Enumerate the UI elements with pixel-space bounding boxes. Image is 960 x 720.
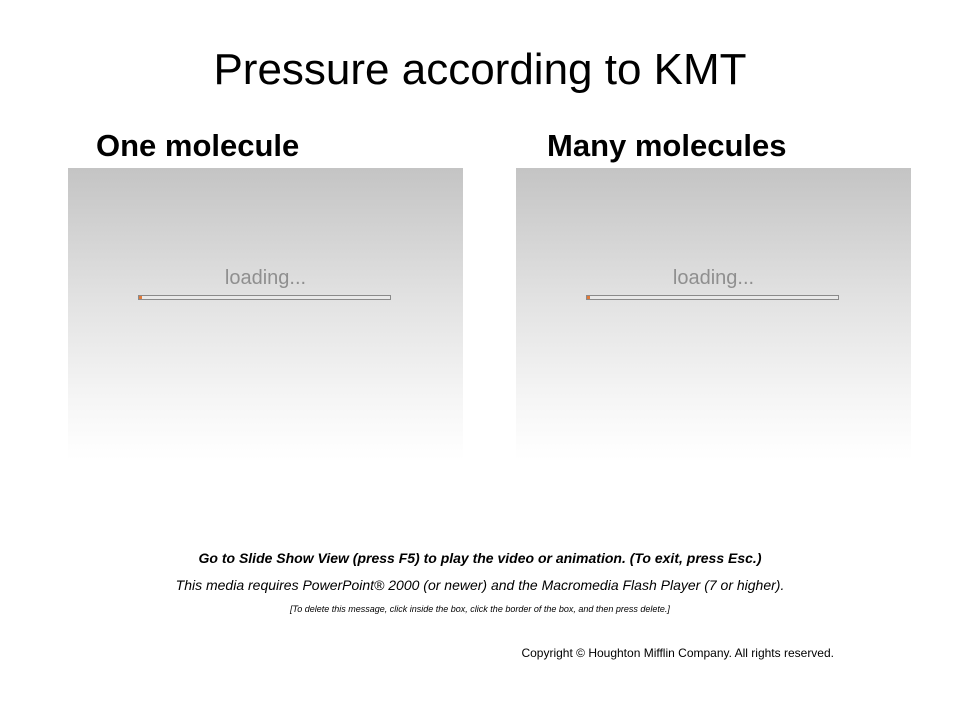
media-placeholder-one-molecule[interactable]: [68, 168, 463, 460]
loading-progress-fill: [139, 296, 142, 299]
media-requirements: This media requires PowerPoint® 2000 (or newer) and the Macromedia Flash Player (7 or higher).: [175, 577, 785, 593]
loading-progress-fill: [587, 296, 590, 299]
panel-heading-many-molecules: Many molecules: [547, 128, 787, 163]
copyright-notice: Copyright © Houghton Mifflin Company. All rights reserved.: [521, 646, 834, 660]
slideshow-instruction: Go to Slide Show View (press F5) to play the video or animation. (To exit, press Esc.): [198, 550, 762, 566]
slide-title: Pressure according to KMT: [213, 45, 747, 94]
loading-progress-bar: [138, 295, 391, 300]
media-placeholder-many-molecules[interactable]: [516, 168, 911, 460]
panel-heading-one-molecule: One molecule: [96, 128, 300, 163]
delete-message-hint: [To delete this message, click inside the box, click the border of the box, and then press delete.]: [290, 604, 670, 614]
loading-label: loading...: [672, 267, 755, 289]
loading-progress-bar: [586, 295, 839, 300]
loading-label: loading...: [224, 267, 307, 289]
